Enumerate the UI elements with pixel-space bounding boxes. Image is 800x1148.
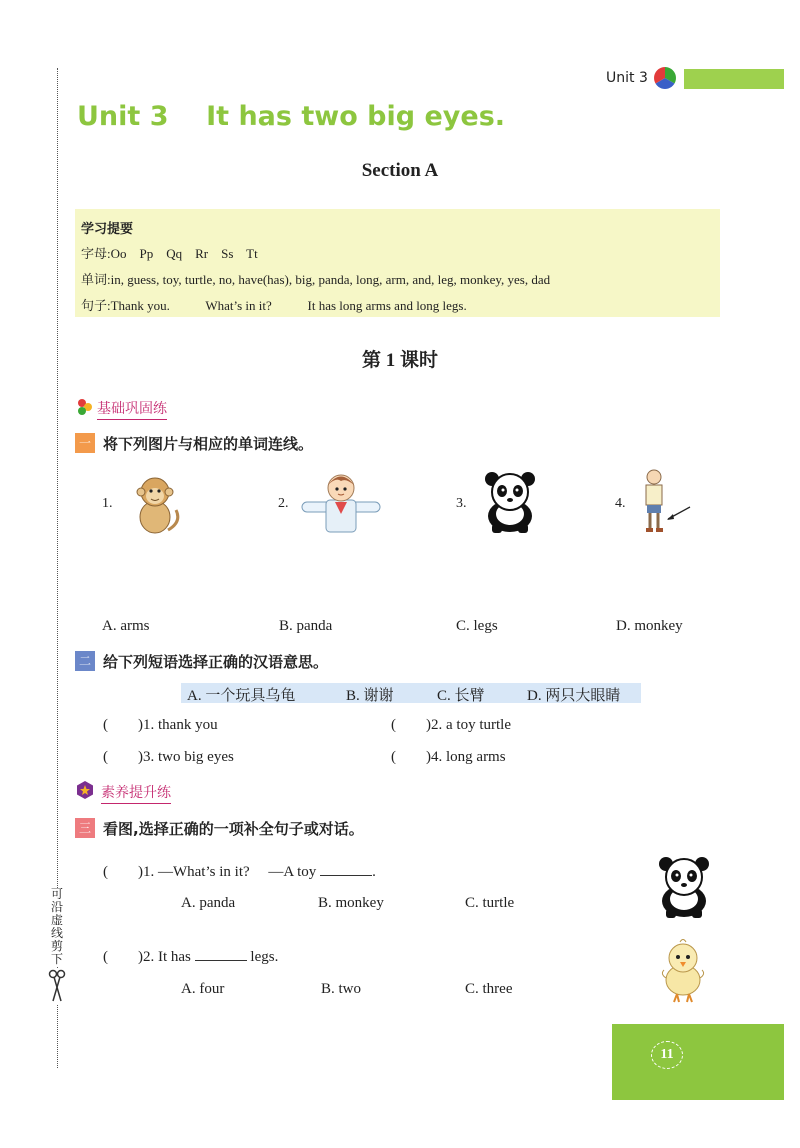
choice-option: B. monkey [318,895,384,911]
choice-option: A. four [181,981,225,997]
question-number-2: 二 [75,651,95,671]
choice-option: A. panda [181,895,236,911]
answer-item[interactable]: ( )4. long arms [391,749,506,765]
answer-item[interactable]: ( )2. a toy turtle [391,717,511,733]
word-option: D. monkey [616,618,683,634]
fill-item-1-prefix: ( )1. —What’s in it? —A toy [103,864,317,880]
study-words: 单词:in, guess, toy, turtle, no, have(has), big, panda, long, arm, and, leg, monkey, yes, dad [81,272,551,287]
boy-legs-picture [636,467,694,535]
section-title: Section A [361,160,439,181]
meaning-option: A. 一个玩具乌龟 [187,688,296,704]
question-number-1: 一 [75,433,95,453]
monkey-picture [128,472,183,537]
question-3-text: 看图,选择正确的一项补全句子或对话。 [103,820,364,838]
answer-item[interactable]: ( )1. thank you [103,717,218,733]
answer-blank[interactable] [320,875,372,876]
header-bar [684,69,784,89]
fill-item-2-suffix: legs. [250,949,279,965]
word-option: A. arms [102,618,150,634]
question-number-3: 三 [75,818,95,838]
answer-item[interactable]: ( )3. two big eyes [103,749,234,765]
study-letters: 字母:Oo Pp Qq Rr Ss Tt [81,246,258,261]
answer-blank[interactable] [195,960,247,961]
word-option: C. legs [456,618,498,634]
chick-picture [656,938,710,1004]
flower-icon [75,397,95,417]
title-text: It has two big eyes. [206,101,506,132]
study-heading: 学习提要 [81,222,134,237]
choice-option: B. two [321,981,362,997]
meaning-option: D. 两只大眼睛 [527,688,621,704]
choice-option: C. turtle [465,895,515,911]
badge-advanced-practice: 素养提升练 [101,782,171,804]
fill-item-1-suffix: . [372,864,376,880]
picture-number: 2. [278,496,289,511]
question-1-text: 将下列图片与相应的单词连线。 [103,435,314,453]
title-unit: Unit 3 [77,101,169,132]
picture-number: 3. [456,496,467,511]
badge-basic-practice: 基础巩固练 [97,398,167,420]
study-sentences: 句子:Thank you. What’s in it? It has long arms and long legs. [81,298,467,313]
header-unit-label: Unit 3 [606,70,648,86]
cut-instruction: 可沿虚线剪下 [48,888,66,966]
lesson-title: 第 1 课时 [361,350,438,371]
word-option: B. panda [279,618,333,634]
picture-number: 4. [615,496,626,511]
page-number: 11 [651,1041,683,1069]
fill-item-2[interactable] [103,949,278,966]
question-2-text: 给下列短语选择正确的汉语意思。 [103,653,329,671]
boy-arms-picture [298,470,384,536]
meaning-option: B. 谢谢 [346,688,394,704]
page-title [77,101,505,132]
scissors-icon [48,968,66,1004]
fill-item-2-prefix: ( )2. It has [103,949,191,965]
page-number-box [612,1024,784,1100]
meaning-option: C. 长臂 [437,688,485,704]
color-wheel-icon [654,67,676,89]
panda-picture [480,470,540,534]
fill-item-1[interactable] [103,864,376,881]
picture-number: 1. [102,496,113,511]
panda-picture [654,855,714,919]
hexagon-star-icon [75,780,95,800]
choice-option: C. three [465,981,513,997]
